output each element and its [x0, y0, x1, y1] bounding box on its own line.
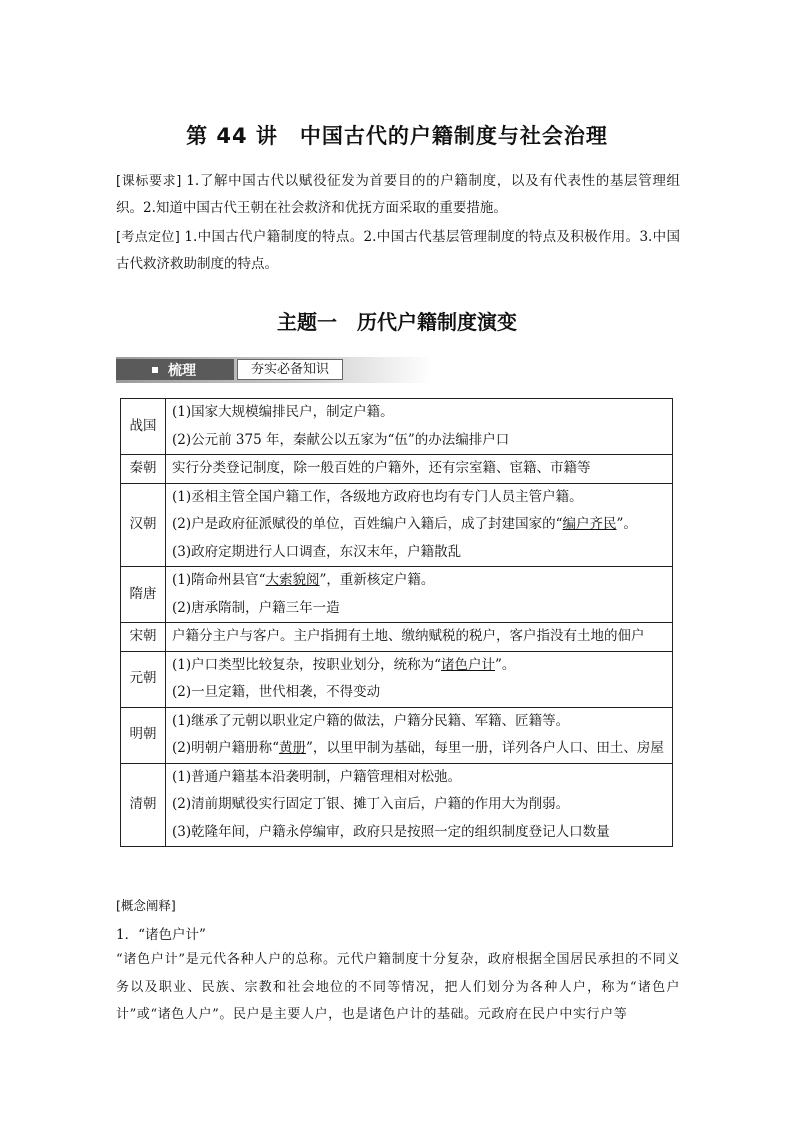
concept-item-title: 1．“诸色户计”: [116, 927, 206, 943]
line-text: ”。: [616, 516, 637, 532]
requirement-text: 1.了解中国古代以赋役征发为首要目的的户籍制度，以及有代表性的基层管理组织。2.知道中国古代王朝在社会救济和优抚方面采取的重要措施。: [116, 173, 680, 216]
line-text: (2)唐承隋制，户籍三年一造: [172, 599, 340, 616]
lesson-title: [0, 120, 794, 150]
concept-paragraph: “诸色户计”是元代各种人户的总称。元代户籍制度十分复杂，政府根据全国居民承担的不同义务以及职业、民族、宗教和社会地位的不同等情况，把人们划分为各种人户，称为“诸色户计”或“诸色人户”。民户是主要人户，也是诸色户计的基础。元政府在民户中实行户等: [116, 952, 680, 1022]
content-line: [172, 455, 666, 483]
content-line: [172, 819, 666, 847]
lesson-title-text: 中国古代的户籍制度与社会治理: [299, 124, 608, 148]
table-row: [121, 399, 673, 455]
table-row: [121, 763, 673, 847]
dynasty-content: [166, 567, 673, 623]
dynasty-name: 隋唐: [121, 567, 166, 623]
table-row: [121, 483, 673, 567]
line-text: (1)户口类型比较复杂，按职业划分，统称为“: [172, 656, 442, 673]
square-bullet-icon: [152, 367, 158, 373]
banner-label: 梳理: [168, 363, 196, 379]
dynasty-name: 清朝: [121, 763, 166, 847]
content-line: [172, 708, 666, 736]
topic-title-text: 历代户籍制度演变: [357, 310, 517, 334]
lesson-number: 第 44 讲: [186, 124, 278, 148]
line-text: (1)丞相主管全国户籍工作，各级地方政府也均有专门人员主管户籍。: [172, 488, 583, 505]
line-text: (2)清前期赋役实行固定丁银、摊丁入亩后，户籍的作用大为削弱。: [172, 796, 570, 812]
line-text: (1)继承了元朝以职业定户籍的做法，户籍分民籍、军籍、匠籍等。: [172, 712, 570, 729]
dynasty-content: [166, 623, 673, 652]
table-row: [121, 455, 673, 484]
dynasty-table: [120, 398, 673, 847]
line-text: 户籍分主户与客户。主户指拥有土地、缴纳赋税的税户，客户指没有土地的佃户: [172, 628, 645, 644]
dynasty-content: [166, 763, 673, 847]
line-text: (2)公元前 375 年，秦献公以五家为“伍”的办法编排户口: [172, 431, 510, 448]
dynasty-name: 秦朝: [121, 455, 166, 484]
line-text: ”，重新核定户籍。: [319, 572, 435, 588]
line-text: ”，以里甲制为基础，每里一册，详列各户人口、田土、房屋: [306, 740, 664, 756]
line-text: (1)国家大规模编排民户，制定户籍。: [172, 404, 394, 420]
content-line: [172, 567, 666, 595]
line-text: (3)乾隆年间，户籍永停编审，政府只是按照一定的组织制度登记人口数量: [172, 823, 610, 840]
content-line: [172, 427, 666, 455]
line-text: 实行分类登记制度，除一般百姓的户籍外，还有宗室籍、宦籍、市籍等: [172, 460, 591, 476]
banner-sublabel: 夯实必备知识: [237, 359, 343, 380]
table-row: [121, 707, 673, 763]
topic-number: 主题一: [277, 310, 337, 334]
line-text: (3)政府定期进行人口调查，东汉末年，户籍散乱: [172, 543, 462, 560]
key-term: 编户齐民: [562, 516, 617, 532]
table-row: [121, 623, 673, 652]
dynasty-content: [166, 651, 673, 707]
line-text: (1)隋命州县官“: [172, 572, 266, 588]
curriculum-requirement: [116, 168, 680, 222]
content-line: [172, 791, 666, 819]
line-text: (2)明朝户籍册称“: [172, 740, 280, 756]
concept-tag: [概念阐释]: [116, 898, 176, 913]
content-line: [172, 623, 666, 651]
table-row: [121, 651, 673, 707]
exam-focus: [116, 224, 680, 278]
line-text: (1)普通户籍基本沿袭明制，户籍管理相对松弛。: [172, 768, 462, 785]
dynasty-content: [166, 455, 673, 484]
content-line: [172, 652, 666, 680]
key-term: 黄册: [279, 740, 307, 756]
dynasty-name: 元朝: [121, 651, 166, 707]
line-text: (2)一旦定籍，世代相袭，不得变动: [172, 684, 381, 700]
content-line: [172, 679, 666, 707]
content-line: [172, 399, 666, 427]
content-line: [172, 735, 666, 763]
table-row: [121, 567, 673, 623]
content-line: [172, 539, 666, 567]
line-text: (2)户是政府征派赋役的单位，百姓编户入籍后，成了封建国家的“: [172, 516, 563, 532]
content-line: [172, 595, 666, 623]
dynasty-content: [166, 707, 673, 763]
dynasty-content: [166, 399, 673, 455]
content-line: [172, 484, 666, 512]
requirement-tag: [课标要求]: [116, 174, 182, 189]
exam-focus-tag: [考点定位]: [116, 230, 180, 245]
topic-title: [0, 306, 794, 335]
key-term: 大索貌阅: [265, 572, 320, 588]
exam-focus-text: 1.中国古代户籍制度的特点。2.中国古代基层管理制度的特点及积极作用。3.中国古代救济救助制度的特点。: [116, 229, 680, 272]
dynasty-content: [166, 483, 673, 567]
section-banner: [116, 357, 432, 383]
dynasty-name: 战国: [121, 399, 166, 455]
key-term: 诸色户计: [441, 656, 496, 673]
line-text: ”。: [495, 656, 516, 673]
dynasty-name: 汉朝: [121, 483, 166, 567]
dynasty-name: 宋朝: [121, 623, 166, 652]
dynasty-name: 明朝: [121, 707, 166, 763]
content-line: [172, 764, 666, 792]
content-line: [172, 511, 666, 539]
